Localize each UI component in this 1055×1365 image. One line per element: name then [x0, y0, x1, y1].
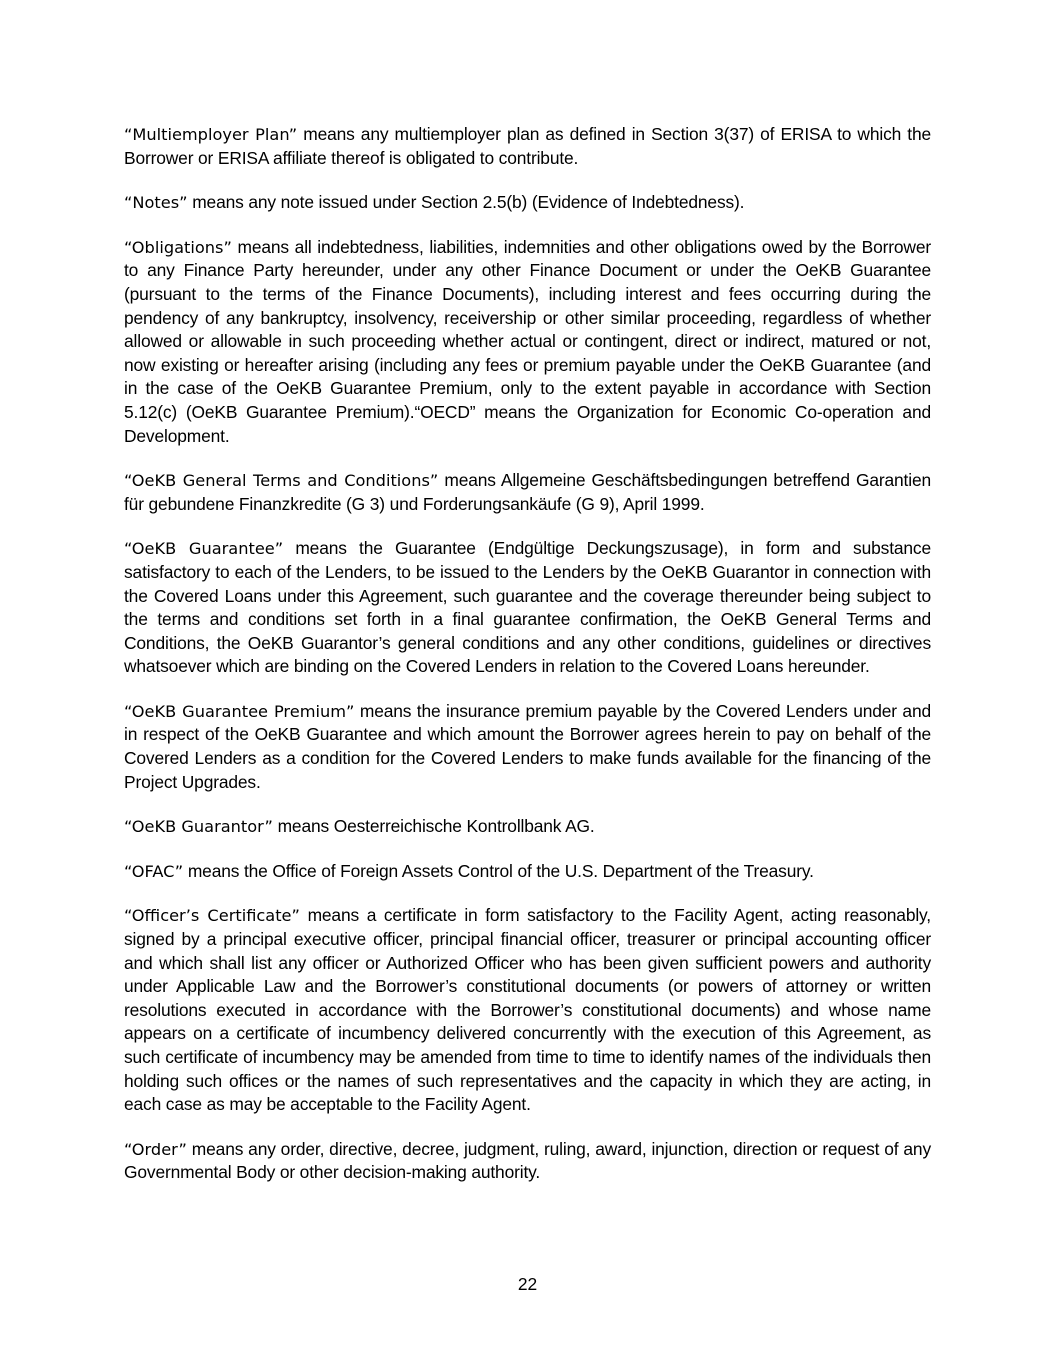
definition-oekb-guarantee — [124, 537, 931, 679]
defined-term: “Order” — [124, 1139, 187, 1159]
defined-term: “OeKB Guarantee Premium” — [124, 701, 355, 721]
definition-oekb-guarantee-premium — [124, 700, 931, 794]
definition-text: means any note issued under Section 2.5(b) (Evidence of Indebtedness). — [187, 192, 745, 213]
definition-oekb-general-terms — [124, 469, 931, 516]
definition-text: means the Guarantee (Endgültige Deckungszusage), in form and substance satisfactory to each of the Lenders, to be issued to the Lenders by the OeKB Guarantor in connection with the Covered Loans under this Agreement, such guarantee and the coverage thereunder being subject to the terms and conditions set forth in a final guarantee confirmation, the OeKB General Terms and Conditions, the OeKB Guarantor’s general conditions and any other conditions, guidelines or directives whatsoever which are binding on the Covered Lenders in relation to the Covered Loans hereunder. — [124, 538, 931, 677]
definition-multiemployer-plan — [124, 123, 931, 170]
defined-term: “Obligations” — [124, 237, 232, 257]
defined-term: “Officer’s Certificate” — [124, 906, 300, 926]
definition-order — [124, 1138, 931, 1185]
defined-term: “Multiemployer Plan” — [124, 125, 298, 144]
definition-text: means the Office of Foreign Assets Control of the U.S. Department of the Treasury. — [183, 860, 814, 881]
defined-term: “OeKB Guarantor” — [124, 817, 273, 837]
definition-officers-certificate — [124, 904, 931, 1116]
definition-text: means a certificate in form satisfactory to the Facility Agent, acting reasonably, signed by a principal executive officer, principal financial officer, treasurer or principal accounting officer and which shall list any officer or Authorized Officer who has been given sufficient powers and authority under Applicable Law and the Borrower’s constitutional documents (or powers of attorney or written resolutions executed in accordance with the Borrower’s constitutional documents) and whose name appears on a certificate of incumbency delivered concurrently with the execution of this Agreement, as such certificate of incumbency may be amended from time to time to identify names of the individuals then holding such offices or the names of such representatives and the capacity in which they are acting, in each case as may be acceptable to the Facility Agent. — [124, 905, 931, 1115]
definition-obligations — [124, 236, 931, 448]
definition-ofac — [124, 860, 931, 884]
defined-term: “OFAC” — [124, 861, 184, 881]
definition-notes — [124, 191, 931, 215]
page-number: 22 — [517, 1274, 538, 1294]
definition-text: means any order, directive, decree, judgment, ruling, award, injunction, direction or request of any Governmental Body or other decision-making authority. — [124, 1138, 931, 1183]
definition-text: means the insurance premium payable by the Covered Lenders under and in respect of the OeKB Guarantee and which amount the Borrower agrees herein to pay on behalf of the Covered Lenders as a condition for the Covered Lenders to make funds available for the financing of the Project Upgrades. — [124, 700, 931, 792]
definition-text: means Oesterreichische Kontrollbank AG. — [272, 816, 595, 837]
definition-text: means Allgemeine Geschäftsbedingungen betreffend Garantien für gebundene Finanzkredite (G 3) und Forderungsankäufe (G 9), April 1999. — [124, 470, 931, 514]
defined-term: “Notes” — [124, 193, 188, 213]
document-body — [124, 123, 931, 1206]
definition-text: means all indebtedness, liabilities, indemnities and other obligations owed by the Borrower to any Finance Party hereunder, under any other Finance Document or under the OeKB Guarantee (pursuant to the terms of the Finance Documents), including interest and fees occurring during the pendency of any bankruptcy, insolvency, receivership or other similar proceeding, regardless of whether allowed or allowable in such proceeding whether actual or contingent, direct or indirect, matured or not, now existing or hereafter arising (including any fees or premium payable under the OeKB Guarantee (and in the case of the OeKB Guarantee Premium, only to the extent payable in accordance with Section 5.12(c) (OeKB Guarantee Premium).“OECD” means the Organization for Economic Co-operation and Development. — [124, 236, 931, 446]
defined-term: “OeKB Guarantee” — [124, 539, 284, 559]
defined-term: “OeKB General Terms and Conditions” — [124, 471, 439, 491]
definition-text: means any multiemployer plan as defined in Section 3(37) of ERISA to which the Borrower or ERISA affiliate thereof is obligated to contribute. — [124, 124, 931, 168]
definition-oekb-guarantor — [124, 815, 931, 839]
